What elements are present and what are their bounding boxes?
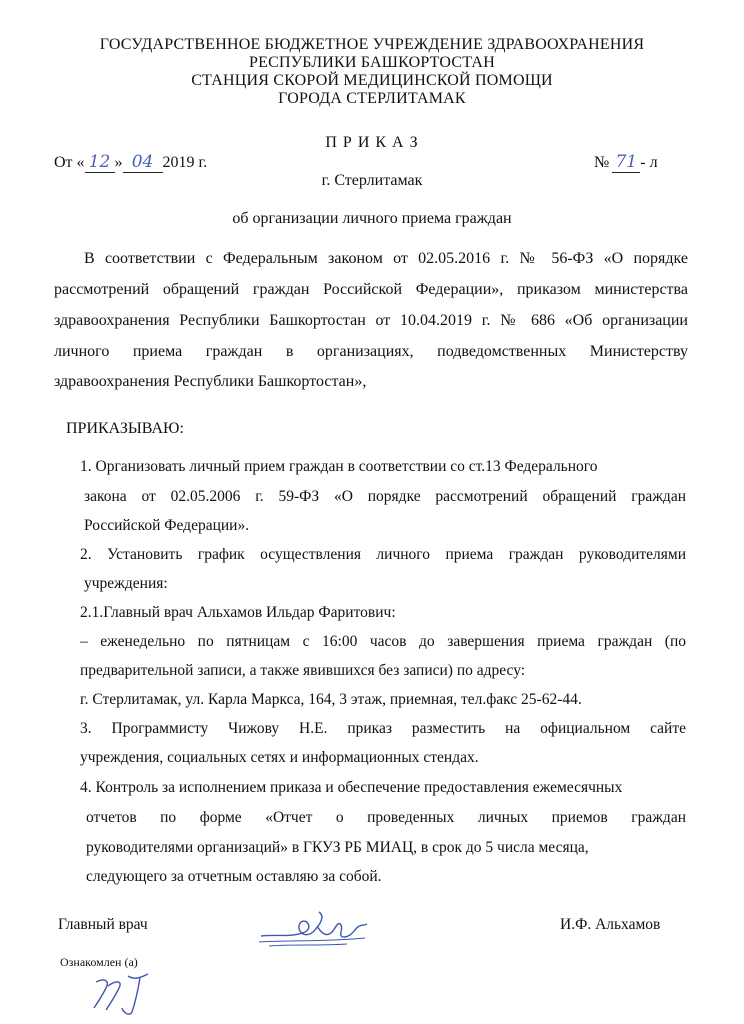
item-line-9: г. Стерлитамак, ул. Карла Маркса, 164, 3 этаж, приемная, тел.факс 25-62-44. [80, 691, 582, 708]
number-prefix: № [594, 154, 610, 171]
order-number [594, 152, 658, 173]
order-date [54, 152, 207, 173]
date-month-handwritten: 04 [123, 152, 163, 173]
item-line-3: Российской Федерации». [84, 517, 250, 534]
item-line-11: учреждения, социальных сетях и информационных стендах. [80, 749, 479, 766]
org-name-line-3: СТАНЦИЯ СКОРОЙ МЕДИЦИНСКОЙ ПОМОЩИ [191, 72, 553, 89]
signatory-position: Главный врач [58, 916, 148, 933]
order-word: ПРИКАЗЫВАЮ: [66, 420, 184, 437]
date-mid: » [114, 154, 123, 171]
order-subject: об организации личного приема граждан [232, 210, 512, 227]
item-line-12: 4. Контроль за исполнением приказа и обеспечение предоставления ежемесячных [80, 779, 623, 796]
preamble-line-1: В соответствии с Федеральным законом от 02.05.2016 г. № 56-ФЗ «О порядке [84, 250, 688, 267]
handwritten-initials [88, 968, 178, 1018]
order-city: г. Стерлитамак [321, 172, 423, 189]
item-line-1: 1. Организовать личный прием граждан в соответствии со ст.13 Федерального [80, 458, 598, 475]
item-line-6: 2.1.Главный врач Альхамов Ильдар Фаритович: [80, 604, 396, 621]
org-name-line-1: ГОСУДАРСТВЕННОЕ БЮДЖЕТНОЕ УЧРЕЖДЕНИЕ ЗДРАВООХРАНЕНИЯ [99, 36, 645, 53]
number-suffix: - л [640, 154, 658, 171]
item-line-10: 3. Программисту Чижову Н.Е. приказ разместить на официальном сайте [80, 720, 686, 737]
item-line-8: предварительной записи, а также явившихся без записи) по адресу: [80, 662, 526, 679]
item-line-13: отчетов по форме «Отчет о проведенных личных приемов граждан [86, 809, 686, 826]
item-line-5: учреждения: [84, 575, 168, 592]
preamble-line-2: рассмотрений обращений граждан Российской Федерации», приказом министерства [54, 281, 688, 298]
document-title: П Р И К А З [325, 134, 419, 151]
preamble-line-3: здравоохранения Республики Башкортостан от 10.04.2019 г. № 686 «Об организации [54, 312, 688, 329]
preamble-line-4: личного приема граждан в организациях, подведомственных Министерству [54, 343, 688, 360]
item-line-14: руководителями организаций» в ГКУЗ РБ МИАЦ, в срок до 5 числа месяца, [86, 839, 589, 856]
item-line-15: следующего за отчетным оставляю за собой. [86, 868, 382, 885]
date-year: 2019 г. [162, 154, 208, 171]
date-day-handwritten: 12 [85, 152, 115, 173]
item-line-7: – еженедельно по пятницам с 16:00 часов до завершения приема граждан (по [80, 633, 686, 650]
number-handwritten: 71 [612, 152, 640, 173]
org-name-line-4: ГОРОДА СТЕРЛИТАМАК [278, 90, 466, 107]
item-line-2: закона от 02.05.2006 г. 59-ФЗ «О порядке рассмотрений обращений граждан [84, 488, 686, 505]
acquainted-label: Ознакомлен (а) [60, 955, 138, 969]
org-name-line-2: РЕСПУБЛИКИ БАШКОРТОСТАН [249, 54, 495, 71]
signatory-name: И.Ф. Альхамов [560, 916, 661, 933]
item-line-4: 2. Установить график осуществления личного приема граждан руководителями [80, 546, 686, 563]
date-prefix: От « [54, 154, 85, 171]
handwritten-signature [255, 902, 375, 952]
preamble-line-5: здравоохранения Республики Башкортостан», [54, 373, 367, 390]
